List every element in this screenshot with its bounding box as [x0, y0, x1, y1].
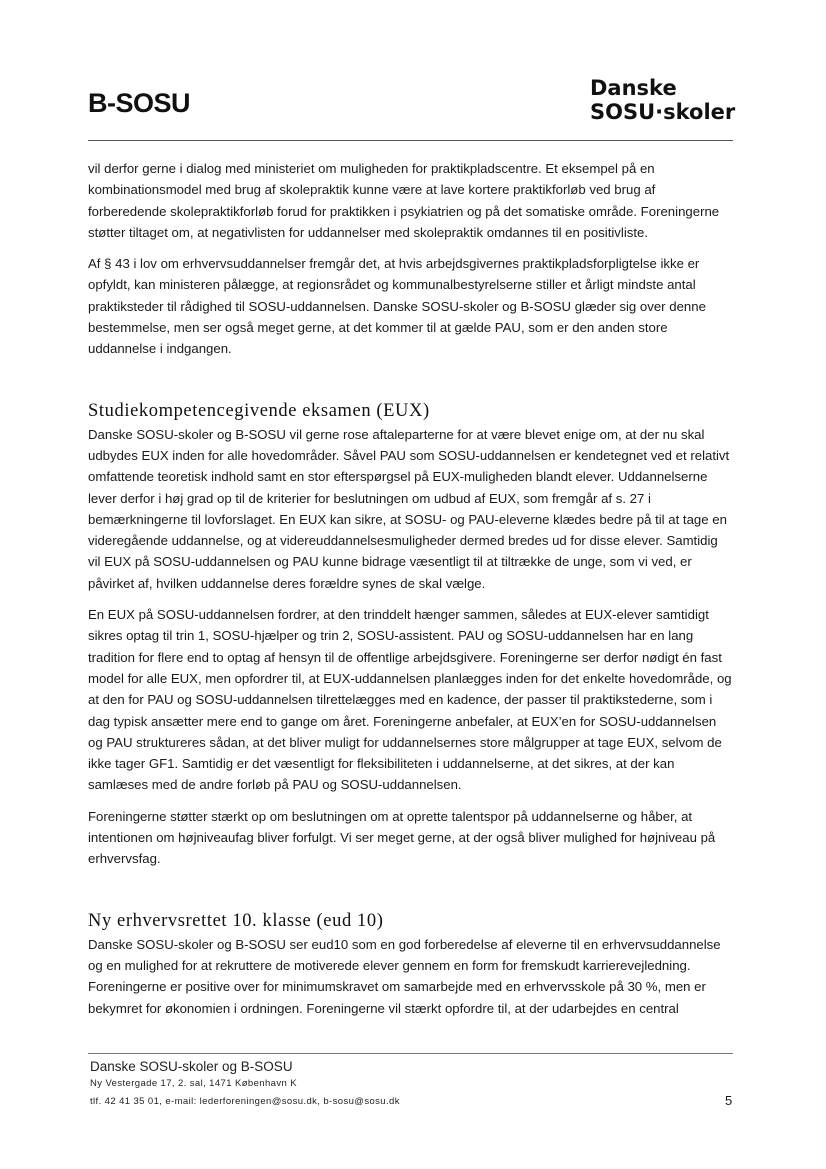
paragraph: En EUX på SOSU-uddannelsen fordrer, at den trinddelt hænger sammen, således at EUX-elever samtidigt sikres optag til trin 1, SOSU-hjælper og trin 2, SOSU-assistent. PAU og SOSU-uddannelsen har en lang tradition for flere end to optag af hensyn til de offentlige arbejdsgivere. Foreningerne ser derfor nødigt én fast model for alle EUX, men opfordrer til, at EUX-uddannelsen planlægges inden for det enkelte hovedområde, og at den for PAU og SOSU-uddannelsen tilrettelægges med en kadence, der passer til praktikstederne, som i dag typisk ansætter mere end to gange om året. Foreningerne anbefaler, at EUX’en for SOSU-uddannelsen og PAU struktureres sådan, at det bliver muligt for uddannelsernes store målgrupper at tage EUX, selvom de ikke tager GF1. Samtidig er det væsentligt for fleksibiliteten i uddannelserne, at det sikres, at der kan samlæses med de andre forløb på PAU og SOSU-uddannelsen.	[88, 607, 732, 793]
logo-right-line1: Danske	[590, 76, 677, 100]
page-number: 5	[725, 1093, 733, 1108]
footer-contact: tlf. 42 41 35 01, e-mail: lederforeningen@sosu.dk, b-sosu@sosu.dk	[90, 1096, 400, 1107]
paragraph: vil derfor gerne i dialog med ministeriet om muligheden for praktikpladscentre. Et eksempel på en kombinationsmodel med brug af skolepraktik kunne være at lave kortere praktikforløb ved brug af forberedende skolepraktikforløb forud for praktikken i psykiatrien og på det somatiske område. Foreningerne støtter tiltaget om, at negativlisten for uddannelser med skolepraktik omdannes til en positivliste.	[88, 161, 720, 240]
section-heading-eud10: Ny erhvervsrettet 10. klasse (eud 10)	[88, 910, 384, 931]
footer-org: Danske SOSU-skoler og B-SOSU	[90, 1059, 293, 1074]
section-heading-eux: Studiekompetencegivende eksamen (EUX)	[88, 400, 430, 421]
paragraph: Foreningerne støtter stærkt op om beslutningen om at oprette talentspor på uddannelserne og håber, at intentionen om højniveaufag bliver forfulgt. Vi ser meget gerne, at der også bliver mulighed for højniveau på erhvervsfag.	[88, 808, 716, 867]
logo-right-line2: SOSU·skoler	[590, 100, 736, 124]
danske-sosu-skoler-logo	[590, 76, 735, 124]
b-sosu-logo: B-SOSU	[88, 88, 191, 118]
paragraph: Af § 43 i lov om erhvervsuddannelser fremgår det, at hvis arbejdsgivernes praktikpladsforpligtelse ikke er opfyldt, kan ministeren pålægge, at regionsrådet og kommunalbestyrelserne stiller et årligt mindste antal praktiksteder til rådighed til SOSU-uddannelsen. Danske SOSU-skoler og B-SOSU glæder sig over denne bestemmelse, men ser også meget gerne, at det kommer til at gælde PAU, som er den anden store uddannelse i indgangen.	[88, 256, 706, 357]
paragraph: Danske SOSU-skoler og B-SOSU vil gerne rose aftaleparterne for at være blevet enige om, at der nu skal udbydes EUX inden for alle hovedområder. Såvel PAU som SOSU-uddannelsen er kendetegnet ved et relativt omfattende teoretisk indhold samt en stor efterspørgsel på EUX-muligheden blandt elever. Uddannelserne lever derfor i høj grad op til de kriterier for beslutningen om udbud af EUX, som fremgår af s. 27 i bemærkningerne til lovforslaget. En EUX kan sikre, at SOSU- og PAU-eleverne klædes bedre på til at tage en videregående uddannelse, og at videreuddannelsesmuligheder dermed bredes ud for disse elever. Samtidig vil EUX på SOSU-uddannelsen og PAU kunne bidrage væsentligt til at tiltrække de unge, som vi ved, er påvirket af, hvilken uddannelse deres forældre synes de skal vælge.	[88, 426, 730, 591]
footer-address: Ny Vestergade 17, 2. sal, 1471 København K	[90, 1078, 297, 1089]
header-divider	[88, 140, 733, 141]
footer	[90, 1058, 735, 1111]
document-body	[88, 158, 733, 1029]
footer-divider	[88, 1053, 733, 1054]
paragraph: Danske SOSU-skoler og B-SOSU ser eud10 som en god forberedelse af eleverne til en erhvervsuddannelse og en mulighed for at rekruttere de motiverede elever gennem en form for fremskudt karrierevejledning. Foreningerne er positive over for minimumskravet om samarbejde med en erhvervsskole på 30 %, men er bekymret for økonomien i ordningen. Foreningerne vil stærkt opfordre til, at der udarbejdes en central	[88, 936, 721, 1016]
